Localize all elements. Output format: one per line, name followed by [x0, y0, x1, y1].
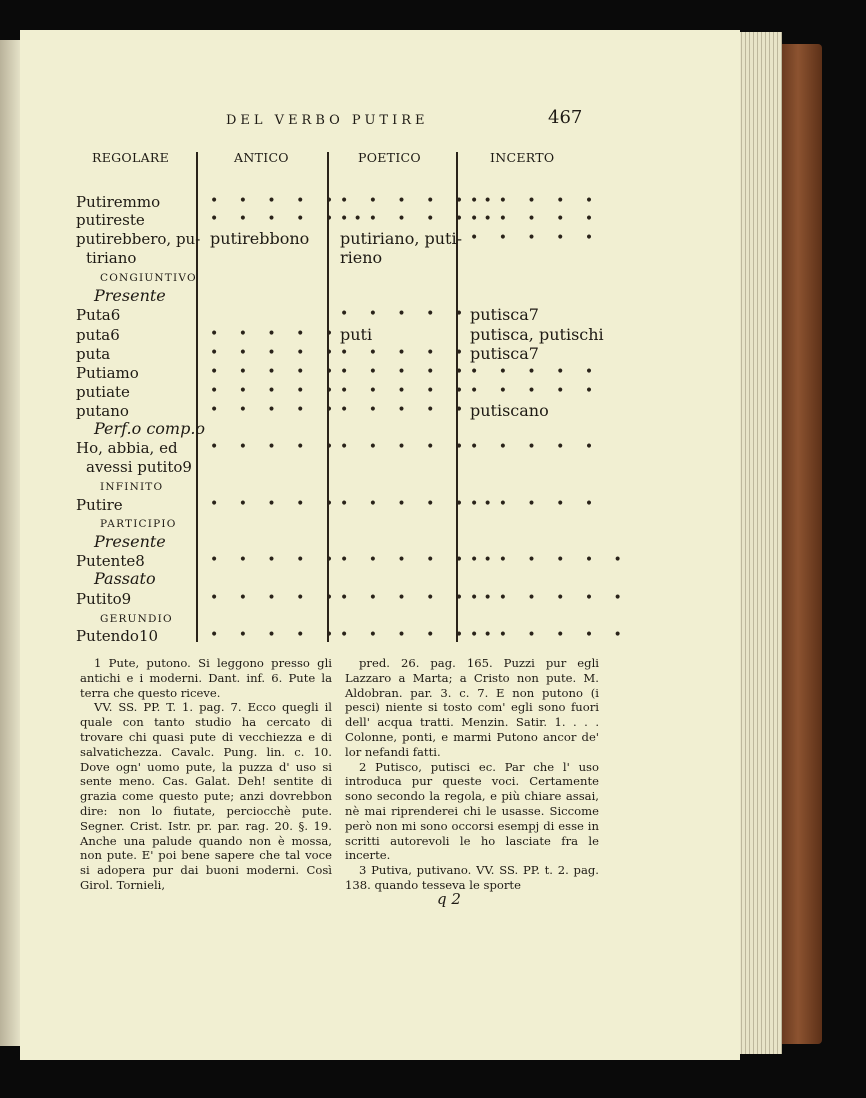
- row-label: Presente: [94, 532, 166, 551]
- page-stack-edges: [734, 32, 782, 1054]
- cell-incerto: • • • • •: [470, 439, 602, 455]
- row-label: Presente: [94, 286, 166, 305]
- row-label: Perf.o comp.o: [94, 419, 206, 438]
- cell-poetico: • • • • • •: [340, 552, 500, 568]
- cell-incerto: • • • • • •: [470, 590, 630, 606]
- cell-poetico: • • • • • •: [340, 211, 500, 227]
- row-label: Passato: [94, 569, 156, 588]
- row-label: INFINITO: [100, 481, 164, 493]
- row-label: puta: [76, 345, 111, 363]
- footnotes-right: [345, 656, 599, 893]
- cell-antico: • • • • •: [210, 326, 342, 342]
- row-label: PARTICIPIO: [100, 518, 177, 530]
- cell-poetico: puti: [340, 325, 373, 344]
- cell-incerto: • • • • •: [470, 496, 602, 512]
- cell-antico: • • • • • •: [210, 211, 370, 227]
- footnote: pred. 26. pag. 165. Puzzi pur egli Lazzaro a Marta; a Cristo non pute. M. Aldobran. par. 3. c. 7. E non putono (i pesci) niente si tosto com' egli sono fuori dell' acqua tratti. Menzin. Satir. 1. . . . Colonne, ponti, e marmi Putono ancor de' lor nefandi fatti.: [345, 656, 599, 759]
- cell-incerto: • • • • •: [470, 364, 602, 380]
- cell-incerto: • • • • •: [470, 383, 602, 399]
- cell-incerto: • • • • •: [470, 230, 602, 246]
- row-label: Putito9: [76, 590, 132, 608]
- facing-page-edge: [0, 40, 22, 1046]
- cell-incerto: putisca7: [470, 305, 539, 324]
- footnote: 2 Putisco, putisci ec. Par che l' uso introduca pur queste voci. Certamente sono secondo la regola, e più chiare assai, nè mai riprenderei chi le usasse. Siccome però non mi sono occorsi esempj di esse in scritti autorevoli le ho lasciate fra le incerte.: [345, 759, 599, 863]
- footnote: 3 Putiva, putivano. VV. SS. PP. t. 2. pag. 138. quando tesseva le sporte: [345, 863, 599, 892]
- col-header-antico: ANTICO: [234, 150, 289, 165]
- cell-poetico: • • • • • •: [340, 496, 500, 512]
- cell-incerto: putiscano: [470, 401, 549, 420]
- row-label: GERUNDIO: [100, 613, 173, 625]
- cell-antico: • • • • •: [210, 552, 342, 568]
- signature-mark: q 2: [437, 890, 461, 908]
- row-label: putano: [76, 402, 129, 420]
- cell-antico: • • • • •: [210, 345, 342, 361]
- cell-poetico: putiriano, puti-: [340, 229, 463, 248]
- cell-antico: • • • • •: [210, 496, 342, 512]
- cell-incerto: putisca, putischi: [470, 325, 604, 344]
- row-label: Puta6: [76, 306, 121, 324]
- cell-poetico: • • • • •: [340, 383, 472, 399]
- running-header: DEL VERBO PUTIRE: [226, 113, 429, 128]
- row-label: putirebbero, pu-: [76, 230, 201, 248]
- cell-poetico: • • • • • •: [340, 627, 500, 643]
- cell-antico: • • • • •: [210, 402, 342, 418]
- col-header-incerto: INCERTO: [490, 150, 555, 165]
- row-label: Putendo10: [76, 627, 159, 645]
- cell-poetico: • • • • • •: [340, 590, 500, 606]
- cell-incerto: • • • • • •: [470, 552, 630, 568]
- row-label: Ho, abbia, ed: [76, 439, 178, 457]
- cell-poetico: • • • • •: [340, 306, 472, 322]
- footnote: 1 Pute, putono. Si leggono presso gli antichi e i moderni. Dant. inf. 6. Pute la terra che questo riceve.: [80, 656, 332, 700]
- row-label: Putente8: [76, 552, 145, 570]
- cell-antico: • • • • •: [210, 364, 342, 380]
- footnotes-left: [80, 656, 332, 893]
- cell-poetico: • • • • •: [340, 439, 472, 455]
- row-label: putireste: [76, 211, 145, 229]
- book-cover: [782, 44, 822, 1044]
- row-label: Putire: [76, 496, 123, 514]
- row-label: putiate: [76, 383, 130, 401]
- page-number: 467: [548, 107, 583, 128]
- cell-poetico: • • • • •: [340, 402, 472, 418]
- cell-poetico: • • • • • •: [340, 193, 500, 209]
- cell-poetico: • • • • •: [340, 364, 472, 380]
- cell-poetico: rieno: [340, 248, 383, 267]
- row-label: Putiamo: [76, 364, 139, 382]
- cell-antico: • • • • •: [210, 627, 342, 643]
- cell-incerto: putisca7: [470, 344, 539, 363]
- cell-incerto: • • • • • •: [470, 627, 630, 643]
- cell-antico: • • • • •: [210, 383, 342, 399]
- cell-incerto: • • • • •: [470, 193, 602, 209]
- cell-antico: • • • • •: [210, 193, 342, 209]
- row-label: puta6: [76, 326, 120, 344]
- footnote: VV. SS. PP. T. 1. pag. 7. Ecco quegli il quale con tanto studio ha cercato di trovare chi quasi pute di vecchiezza e di salvatichezza. Cavalc. Pung. lin. c. 10. Dove ogn' uomo pute, la puzza d' uso si sente meno. Cas. Galat. Deh! sentite di grazia come questo pute; anzi dovrebbon dire: non lo fiutate, perciocchè pute. Segner. Crist. Istr. pr. par. rag. 20. §. 19. Anche una palude quando non è mossa, non pute. E' poi bene sapere che tal voce si adopera pur dai buoni moderni. Così Girol. Tornieli,: [80, 700, 332, 892]
- column-rule: [196, 152, 198, 642]
- row-label: tiriano: [86, 249, 137, 267]
- cell-antico: • • • • •: [210, 590, 342, 606]
- col-header-regolare: REGOLARE: [92, 150, 170, 165]
- col-header-poetico: POETICO: [358, 150, 421, 165]
- row-label: Putiremmo: [76, 193, 161, 211]
- row-label: CONGIUNTIVO: [100, 272, 197, 284]
- cell-antico: • • • • •: [210, 439, 342, 455]
- row-label: avessi putito9: [86, 458, 192, 476]
- cell-antico: putirebbono: [210, 229, 310, 248]
- cell-poetico: • • • • •: [340, 345, 472, 361]
- cell-incerto: • • • • •: [470, 211, 602, 227]
